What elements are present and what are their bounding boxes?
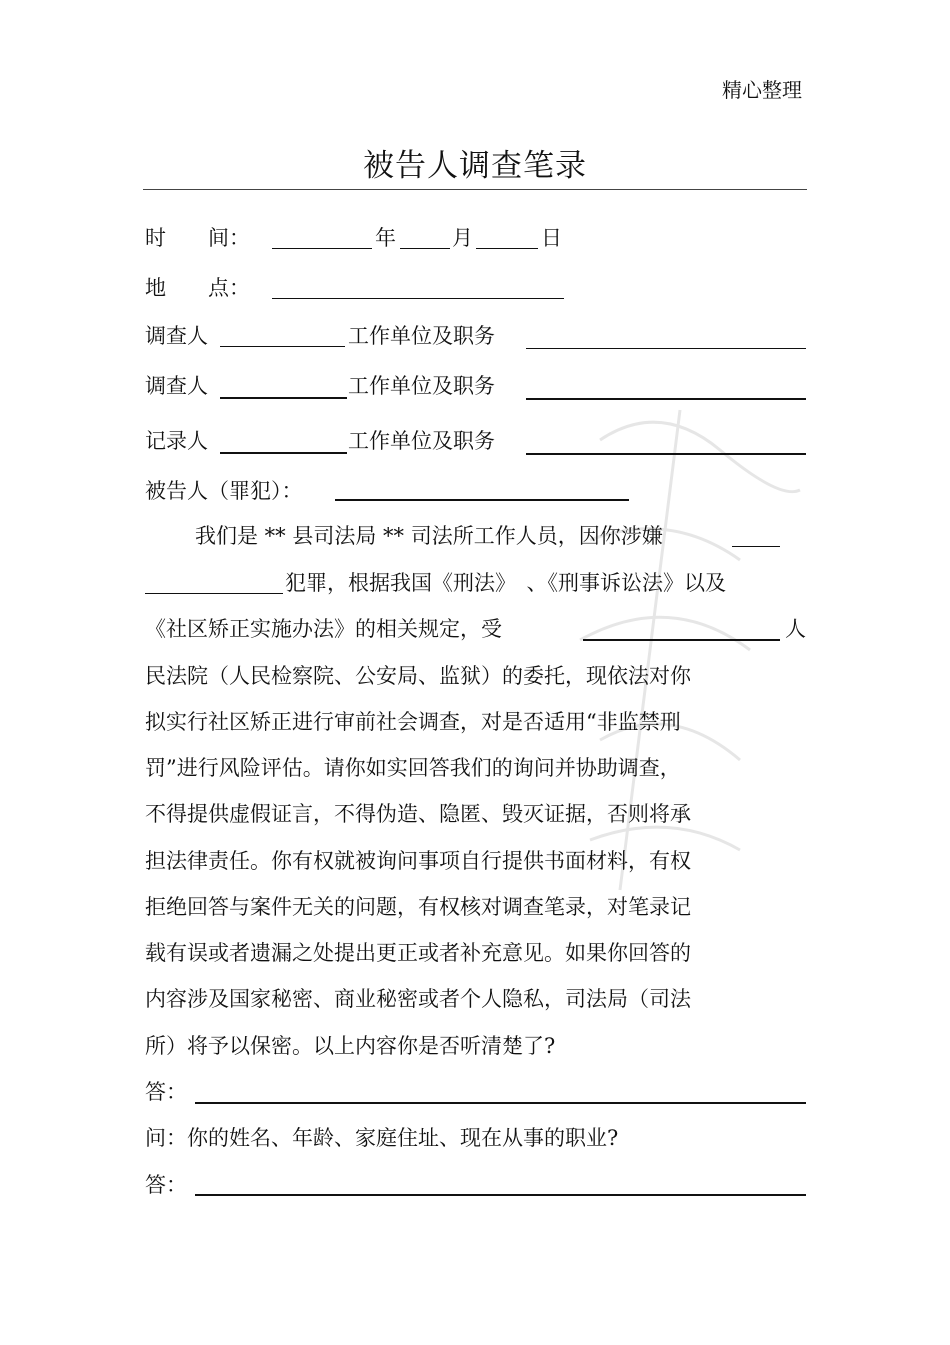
question2: 问：你的姓名、年龄、家庭住址、现在从事的职业? bbox=[145, 1126, 619, 1150]
answer1-label: 答： bbox=[145, 1080, 187, 1104]
defendant-field[interactable] bbox=[335, 499, 629, 501]
body-line-9: 拒绝回答与案件无关的问题，有权核对调查笔录，对笔录记 bbox=[145, 895, 691, 919]
body-line-8: 担法律责任。你有权就被询问事项自行提供书面材料，有权 bbox=[145, 849, 691, 873]
body-line-6: 罚”进行风险评估。请你如实回答我们的询问并协助调查， bbox=[145, 756, 681, 780]
investigator2-label: 调查人 bbox=[145, 374, 208, 398]
unit1-label: 工作单位及职务 bbox=[348, 324, 495, 348]
body-line-7: 不得提供虚假证言，不得伪造、隐匿、毁灭证据，否则将承 bbox=[145, 802, 691, 826]
title-rule bbox=[143, 189, 807, 190]
body-line-3-end: 人 bbox=[785, 617, 806, 641]
unit3-field[interactable] bbox=[526, 453, 806, 455]
header-note: 精心整理 bbox=[722, 78, 802, 102]
answer2-field[interactable] bbox=[195, 1194, 806, 1196]
investigator2-field[interactable] bbox=[220, 397, 347, 399]
body-line-5: 拟实行社区矫正进行审前社会调查，对是否适用“非监禁刑 bbox=[145, 710, 681, 734]
body-line-11: 内容涉及国家秘密、商业秘密或者个人隐私，司法局（司法 bbox=[145, 987, 691, 1011]
day-label: 日 bbox=[541, 226, 562, 250]
month-field[interactable] bbox=[400, 248, 450, 249]
body-line-10: 载有误或者遗漏之处提出更正或者补充意见。如果你回答的 bbox=[145, 941, 691, 965]
body-line-1: 我们是 ** 县司法局 ** 司法所工作人员，因你涉嫌 bbox=[195, 524, 663, 548]
recorder-field[interactable] bbox=[220, 452, 347, 454]
court-field[interactable] bbox=[583, 639, 780, 641]
place-field[interactable] bbox=[272, 298, 564, 299]
answer1-field[interactable] bbox=[195, 1102, 806, 1104]
investigator1-field[interactable] bbox=[220, 346, 345, 347]
page-title: 被告人调查笔录 bbox=[363, 148, 587, 184]
unit2-label: 工作单位及职务 bbox=[348, 374, 495, 398]
defendant-label: 被告人（罪犯）： bbox=[145, 479, 303, 503]
place-label: 地 点： bbox=[145, 276, 250, 300]
body-line-4: 民法院（人民检察院、公安局、监狱）的委托，现依法对你 bbox=[145, 664, 691, 688]
investigator1-label: 调查人 bbox=[145, 324, 208, 348]
unit2-field[interactable] bbox=[526, 398, 806, 400]
offense-field-a[interactable] bbox=[732, 546, 780, 547]
unit3-label: 工作单位及职务 bbox=[348, 429, 495, 453]
recorder-label: 记录人 bbox=[145, 429, 208, 453]
year-field[interactable] bbox=[272, 248, 372, 249]
time-label: 时 间： bbox=[145, 226, 250, 250]
offense-field-b[interactable] bbox=[145, 593, 283, 594]
day-field[interactable] bbox=[476, 248, 538, 249]
body-line-3: 《社区矫正实施办法》的相关规定，受 bbox=[145, 617, 502, 641]
unit1-field[interactable] bbox=[526, 348, 806, 349]
year-label: 年 bbox=[375, 226, 396, 250]
month-label: 月 bbox=[452, 226, 473, 250]
body-line-2: 犯罪，根据我国《刑法》 、《刑事诉讼法》以及 bbox=[285, 571, 726, 595]
answer2-label: 答： bbox=[145, 1173, 187, 1197]
body-line-12: 所）将予以保密。以上内容你是否听清楚了? bbox=[145, 1034, 556, 1058]
